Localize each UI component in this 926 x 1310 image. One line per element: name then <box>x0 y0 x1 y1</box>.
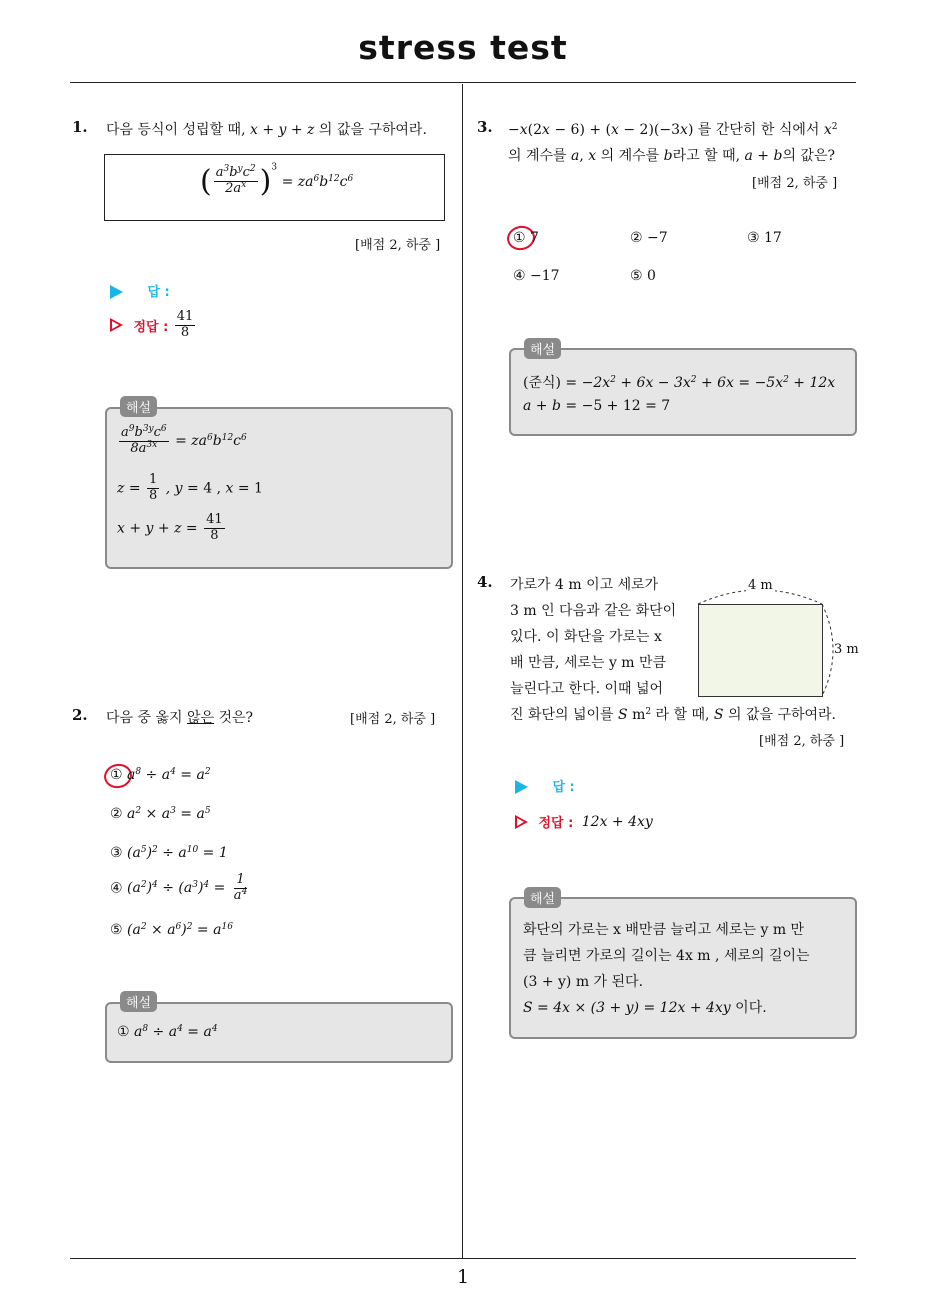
play-icon <box>515 780 528 794</box>
q2-choice-1-mark: ① <box>110 767 123 783</box>
q2-solution-mark: ① <box>117 1024 130 1040</box>
q1-answer-row <box>110 281 170 300</box>
q3-choice-5[interactable]: ⑤ 0 <box>630 268 656 284</box>
q1-equation: ( $\frac{a^3b^yc^2}{2a^x}$ )$^3 = za^6b^{12}c^6$ <box>200 162 354 199</box>
q3-choice-2[interactable]: ② −7 <box>630 230 668 246</box>
garden-width-label: 4 m <box>748 578 773 593</box>
play-icon <box>110 285 123 299</box>
q2-choice-4[interactable]: ④ $(a^2)^4 \div (a^3)^4$ = $\frac{1}{a^4}$ <box>110 872 248 903</box>
question-1-number: 1. <box>72 118 88 136</box>
q4-solution-tag: 해설 <box>524 887 561 908</box>
bottom-rule <box>70 1258 856 1259</box>
q4-garden-figure <box>694 574 864 704</box>
q1-text-b: 의 값을 구하여라. <box>314 122 427 138</box>
q4-solution-suffix: 이다. <box>730 1000 767 1016</box>
q3-solution-line-2: a + b = −5 + 12 = 7 <box>523 398 671 414</box>
garden-rectangle <box>698 604 823 697</box>
q4-answer-label: 답 : <box>552 780 575 795</box>
q1-correct-label: 정답 : <box>133 319 169 335</box>
q4-correct-label: 정답 : <box>538 816 574 831</box>
q3-text-c: 의 계수를 <box>596 148 664 164</box>
q2-text-underline: 않은 <box>186 710 215 726</box>
q4-solution-line-3: (3 + y) m 가 된다. <box>523 974 644 990</box>
q1-grade: [배점 2, 하중 ] <box>355 238 441 253</box>
q3-solution-box <box>509 348 857 436</box>
q4-line-2: 3 m 인 다음과 같은 화단이 <box>510 603 677 619</box>
question-3-line-1: −x(2x − 6) + (x − 2)(−3x) 를 간단히 한 식에서 $x^2$ <box>508 122 838 138</box>
q1-text-a: 다음 등식이 성립할 때, <box>106 122 250 138</box>
q2-choice-1[interactable]: ① $a^8 \div a^4 = a^2$ <box>110 767 211 783</box>
outline-triangle-icon <box>515 815 528 829</box>
q3-solution-tag: 해설 <box>524 338 561 359</box>
q4-correct-value: 12x + 4xy <box>581 813 653 830</box>
q2-choice-2[interactable]: ② $a^2 \times a^3 = a^5$ <box>110 806 211 822</box>
page-number: 1 <box>456 1266 470 1288</box>
q2-choice-3[interactable]: ③ $(a^5)^2 \div a^{10} = 1$ <box>110 845 228 861</box>
q4-correct-row <box>515 812 653 831</box>
question-4-number: 4. <box>477 573 493 591</box>
q1-correct-row <box>110 310 197 341</box>
q1-solution-box <box>105 407 453 569</box>
q1-expression: x + y + z <box>249 122 315 138</box>
question-2-text <box>106 707 253 727</box>
q4-line-5: 늘린다고 한다. 이때 넓어 <box>510 681 664 697</box>
q4-line-3: 있다. 이 화단을 가로는 x <box>510 629 662 645</box>
q2-text-b: 것은? <box>214 710 254 726</box>
q2-solution-tag: 해설 <box>120 991 157 1012</box>
q2-solution-line: ① $a^8 \div a^4 = a^4$ <box>117 1024 218 1040</box>
q3-solution-prefix: (준식) <box>523 375 561 391</box>
q3-choice-4[interactable]: ④ −17 <box>513 268 560 284</box>
question-3-line-2: 의 계수를 a, x 의 계수를 b라고 할 때, a + b의 값은? <box>508 148 835 164</box>
q4-solution-line-1: 화단의 가로는 x 배만큼 늘리고 세로는 y m 만 <box>523 922 805 938</box>
q3-choice-3[interactable]: ③ 17 <box>747 230 782 246</box>
q4-solution-line-2: 큼 늘리면 가로의 길이는 4x m , 세로의 길이는 <box>523 948 810 964</box>
question-2-number: 2. <box>72 706 88 724</box>
q3-grade: [배점 2, 하중 ] <box>752 176 838 191</box>
q3-text-a: 를 간단히 한 식에서 <box>693 122 824 138</box>
q4-line-6: 진 화단의 넓이를 S $m^2$ 라 할 때, S 의 값을 구하여라. <box>510 707 836 723</box>
q2-grade: [배점 2, 하중 ] <box>350 712 436 727</box>
outline-triangle-icon <box>110 318 123 332</box>
q1-equation-box <box>104 154 445 221</box>
q2-choice-3-mark: ③ <box>110 845 123 861</box>
q4-grade: [배점 2, 하중 ] <box>759 734 845 749</box>
q2-solution-box <box>105 1002 453 1063</box>
question-3-number: 3. <box>477 118 493 136</box>
page-title: stress test <box>358 28 568 67</box>
q2-choice-5[interactable]: ⑤ $(a^2 \times a^6)^2 = a^{16}$ <box>110 922 233 938</box>
q4-last-a: 진 화단의 넓이를 <box>510 707 619 723</box>
q3-text-d: 라고 할 때, <box>672 148 745 164</box>
q3-solution-line-1: (준식) = $-2x^2 + 6x - 3x^2 + 6x = -5x^2 + 12x$ <box>523 375 836 391</box>
garden-height-label: 3 m <box>834 642 859 657</box>
q4-solution-line-4: S = 4x × (3 + y) = 12x + 4xy 이다. <box>523 1000 767 1016</box>
q4-line-1: 가로가 4 m 이고 세로가 <box>510 577 659 593</box>
q1-answer-label: 답 : <box>147 285 170 300</box>
q1-solution-tag: 해설 <box>120 396 157 417</box>
q4-last-c: 의 값을 구하여라. <box>723 707 836 723</box>
q2-choice-5-mark: ⑤ <box>110 922 123 938</box>
q1-correct-value: $\frac{41}{8}$ <box>176 309 194 340</box>
q2-choice-2-mark: ② <box>110 806 123 822</box>
q3-text-e: 의 값은? <box>782 148 835 164</box>
q1-solution-line-3: x + y + z = $\frac{41}{8}$ <box>117 512 223 543</box>
q1-solution-line-2: z = $\frac{1}{8}$ , y = 4 , x = 1 <box>117 472 263 503</box>
q4-solution-box <box>509 897 857 1039</box>
q4-line-4: 배 만큼, 세로는 y m 만큼 <box>510 655 667 671</box>
q4-answer-row <box>515 776 575 795</box>
q2-choice-4-mark: ④ <box>110 880 123 897</box>
q4-last-b: 라 할 때, <box>651 707 714 723</box>
q3-text-b: 의 계수를 <box>508 148 571 164</box>
q3-choice-1[interactable]: ① 7 <box>513 230 539 246</box>
column-divider <box>462 84 463 1259</box>
q1-solution-line-1: $\frac{a^9b^{3y}c^6}{8a^{3x}}$ = $za^6b^{12}c^6$ <box>121 424 247 456</box>
q2-text-a: 다음 중 옳지 <box>106 710 187 726</box>
question-1-text <box>106 119 427 139</box>
